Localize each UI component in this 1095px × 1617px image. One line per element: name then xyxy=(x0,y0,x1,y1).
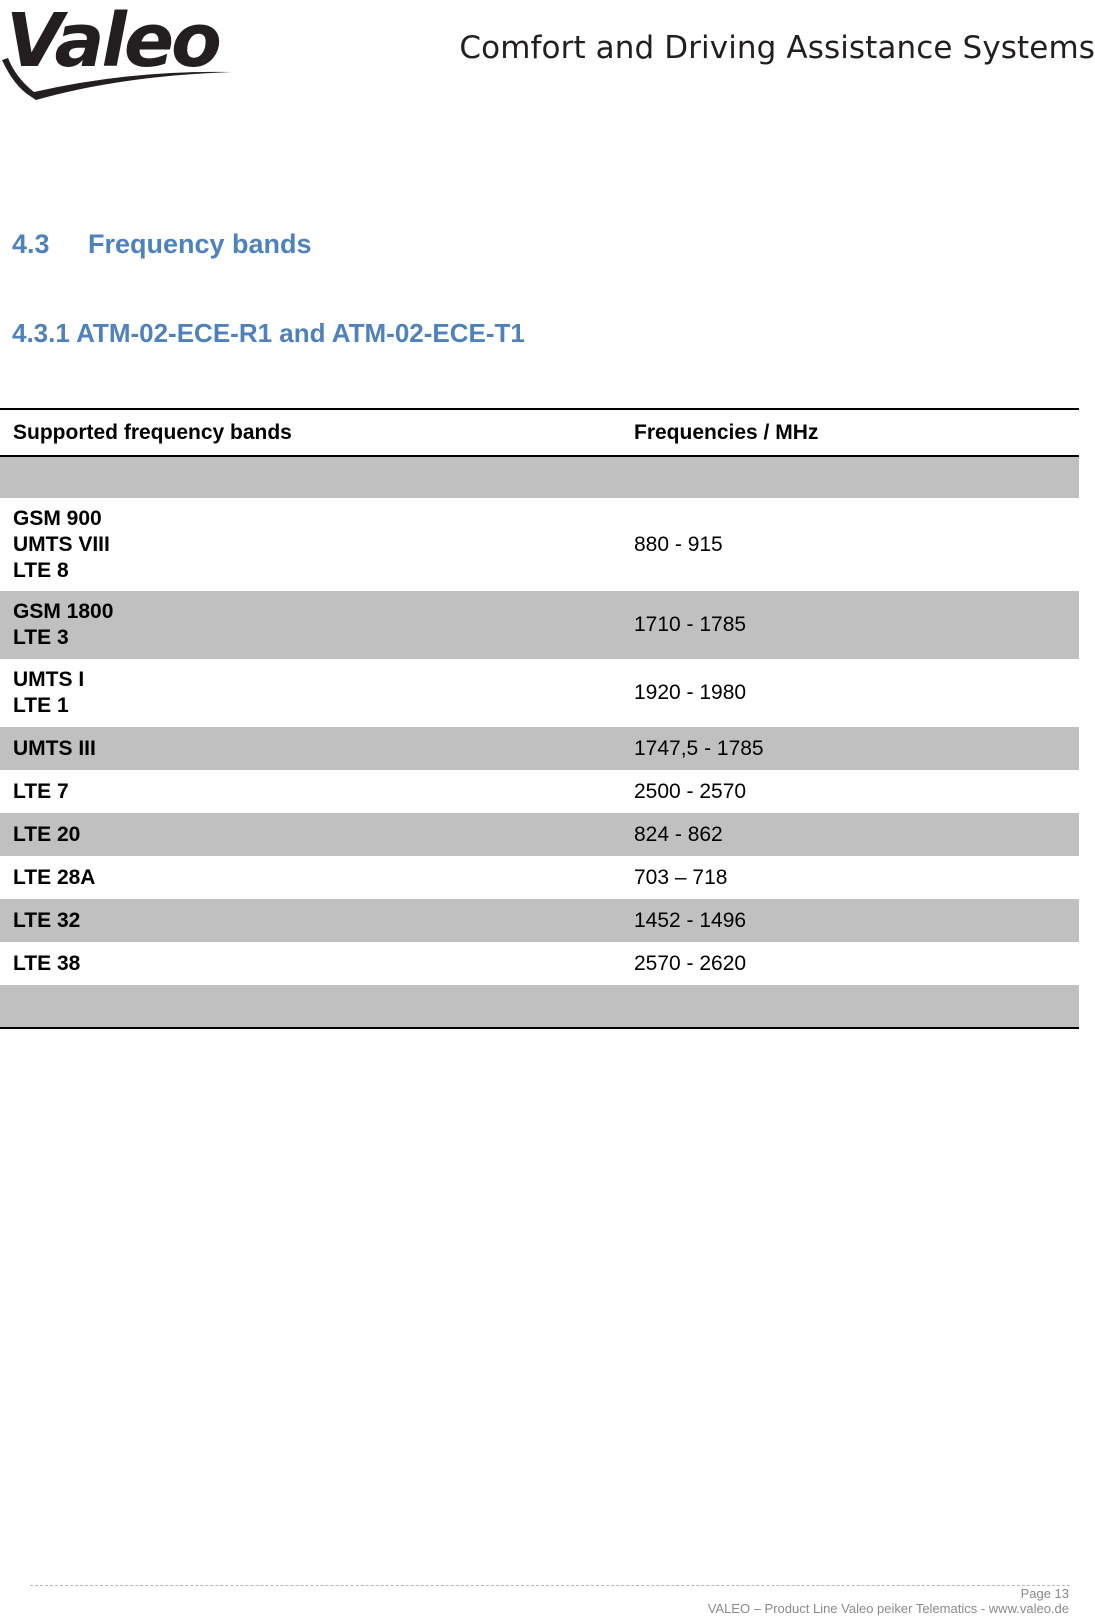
band-name: LTE 8 xyxy=(13,558,69,582)
band-cell xyxy=(0,456,621,498)
footer-company: VALEO – Product Line Valeo peiker Telematics - www.valeo.de xyxy=(707,1601,1069,1616)
table-row xyxy=(0,813,1079,856)
frequency-cell: 1747,5 - 1785 xyxy=(634,736,764,760)
frequency-bands-table xyxy=(0,408,1079,1029)
table-row xyxy=(0,899,1079,942)
table-row xyxy=(0,942,1079,985)
footer-divider xyxy=(30,1585,1070,1586)
division-title: Comfort and Driving Assistance Systems xyxy=(459,30,1095,66)
valeo-logo xyxy=(0,0,250,110)
band-name: UMTS VIII xyxy=(13,532,110,556)
frequency-cell: 703 – 718 xyxy=(634,865,728,889)
section-heading xyxy=(12,229,312,260)
section-title: Frequency bands xyxy=(88,229,312,259)
table-row xyxy=(0,659,1079,727)
page-number: Page 13 xyxy=(1020,1586,1069,1601)
table-header-row xyxy=(0,409,1079,456)
band-name: LTE 20 xyxy=(13,822,81,846)
frequency-cell: 1452 - 1496 xyxy=(634,908,747,932)
frequency-cell: 1710 - 1785 xyxy=(634,613,747,636)
band-cell xyxy=(0,659,621,727)
band-name: LTE 1 xyxy=(13,694,69,717)
band-name: LTE 38 xyxy=(13,951,81,975)
section-number: 4.3 xyxy=(12,229,50,259)
band-name: LTE 3 xyxy=(13,626,69,649)
table-row xyxy=(0,985,1079,1028)
table-row xyxy=(0,856,1079,899)
table-row xyxy=(0,591,1079,659)
table-row xyxy=(0,498,1079,591)
svg-text:Valeo: Valeo xyxy=(6,0,219,84)
band-name: UMTS III xyxy=(13,736,96,760)
band-name: LTE 32 xyxy=(13,908,81,932)
frequency-cell xyxy=(621,456,1079,498)
column-header-bands: Supported frequency bands xyxy=(13,420,292,444)
band-cell xyxy=(0,985,621,1028)
table-row xyxy=(0,727,1079,770)
band-name: UMTS I xyxy=(13,668,85,691)
subsection-heading: 4.3.1 ATM-02-ECE-R1 and ATM-02-ECE-T1 xyxy=(12,318,525,348)
frequency-cell: 880 - 915 xyxy=(634,532,723,556)
frequency-cell: 1920 - 1980 xyxy=(634,681,747,704)
band-cell xyxy=(0,942,621,985)
band-cell xyxy=(0,813,621,856)
band-cell xyxy=(0,727,621,770)
band-name: LTE 28A xyxy=(13,865,96,889)
band-cell xyxy=(0,856,621,899)
frequency-cell: 824 - 862 xyxy=(634,822,723,846)
table-body xyxy=(0,456,1079,1028)
band-name: GSM 1800 xyxy=(13,600,114,623)
table-row xyxy=(0,456,1079,498)
frequency-cell: 2570 - 2620 xyxy=(634,951,747,975)
table-row xyxy=(0,770,1079,813)
frequency-cell: 2500 - 2570 xyxy=(634,779,747,803)
band-cell xyxy=(0,591,621,659)
band-name: LTE 7 xyxy=(13,779,69,803)
column-header-frequencies: Frequencies / MHz xyxy=(634,420,819,444)
band-cell xyxy=(0,899,621,942)
band-cell xyxy=(0,770,621,813)
band-name: GSM 900 xyxy=(13,506,102,530)
band-cell xyxy=(0,498,621,591)
frequency-cell xyxy=(621,985,1079,1028)
